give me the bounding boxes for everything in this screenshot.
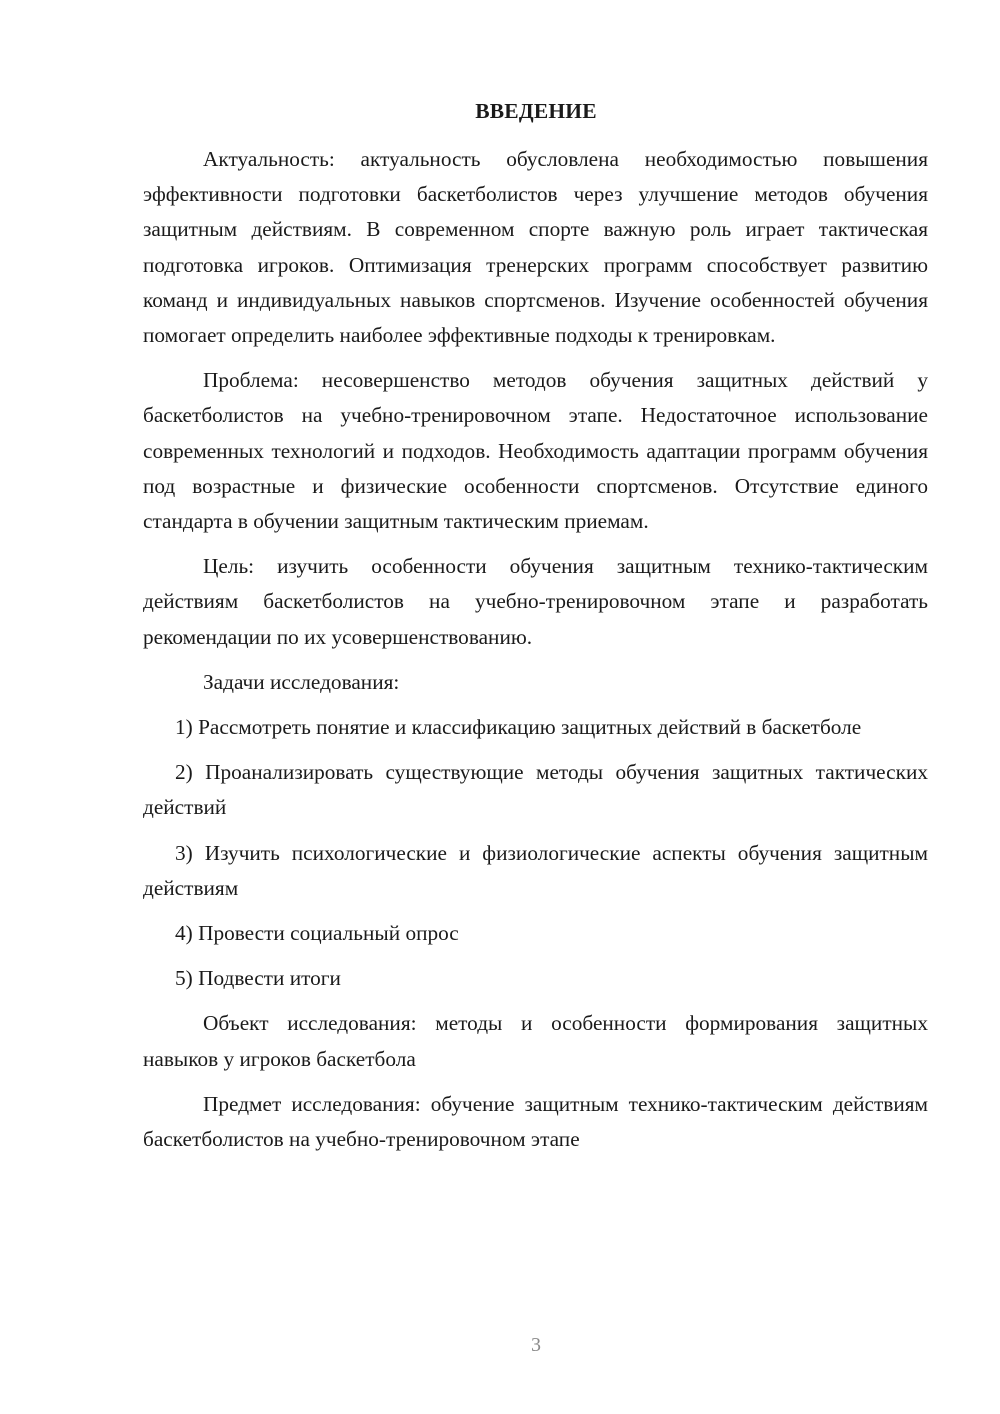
page-number: 3 — [531, 1334, 541, 1356]
subject-paragraph: Предмет исследования: обучение защитным технико-тактическим действиям баскетболистов на учебно-тренировочном этапе — [143, 1091, 928, 1152]
task-item-3: 3) Изучить психологические и физиологические аспекты обучения защитным действиям — [143, 840, 928, 900]
goal-paragraph: Цель: изучить особенности обучения защитным технико-тактическим действиям баскетболистов на учебно-тренировочном этапе и разработать рекомендации по их усовершенствованию. — [143, 554, 928, 649]
tasks-heading: Задачи исследования: — [203, 669, 400, 694]
task-item-5: 5) Подвести итоги — [175, 966, 341, 991]
task-item-2: 2) Проанализировать существующие методы обучения защитных тактических действий — [143, 760, 928, 820]
relevance-paragraph: Актуальность: актуальность обусловлена необходимостью повышения эффективности подготовки баскетболистов через улучшение методов обучения защитным действиям. В современном спорте важную роль играет тактическая подготовка игроков. Оптимизация тренерских программ способствует развитию команд и индивидуальных навыков спортсменов. Изучение особенностей обучения помогает определить наиболее эффективные подходы к тренировкам. — [143, 147, 928, 348]
task-item-1: 1) Рассмотреть понятие и классификацию защитных действий в баскетболе — [175, 715, 862, 740]
page-title: ВВЕДЕНИЕ — [475, 99, 597, 123]
object-paragraph: Объект исследования: методы и особенности формирования защитных навыков у игроков баскетбола — [143, 1011, 928, 1071]
problem-paragraph: Проблема: несовершенство методов обучения защитных действий у баскетболистов на учебно-тренировочном этапе. Недостаточное использование современных технологий и подходов. Необходимость адаптации программ обучения под возрастные и физические особенности спортсменов. Отсутствие единого стандарта в обучении защитным тактическим приемам. — [143, 368, 928, 534]
page-body — [143, 142, 928, 1167]
task-item-4: 4) Провести социальный опрос — [175, 921, 459, 946]
